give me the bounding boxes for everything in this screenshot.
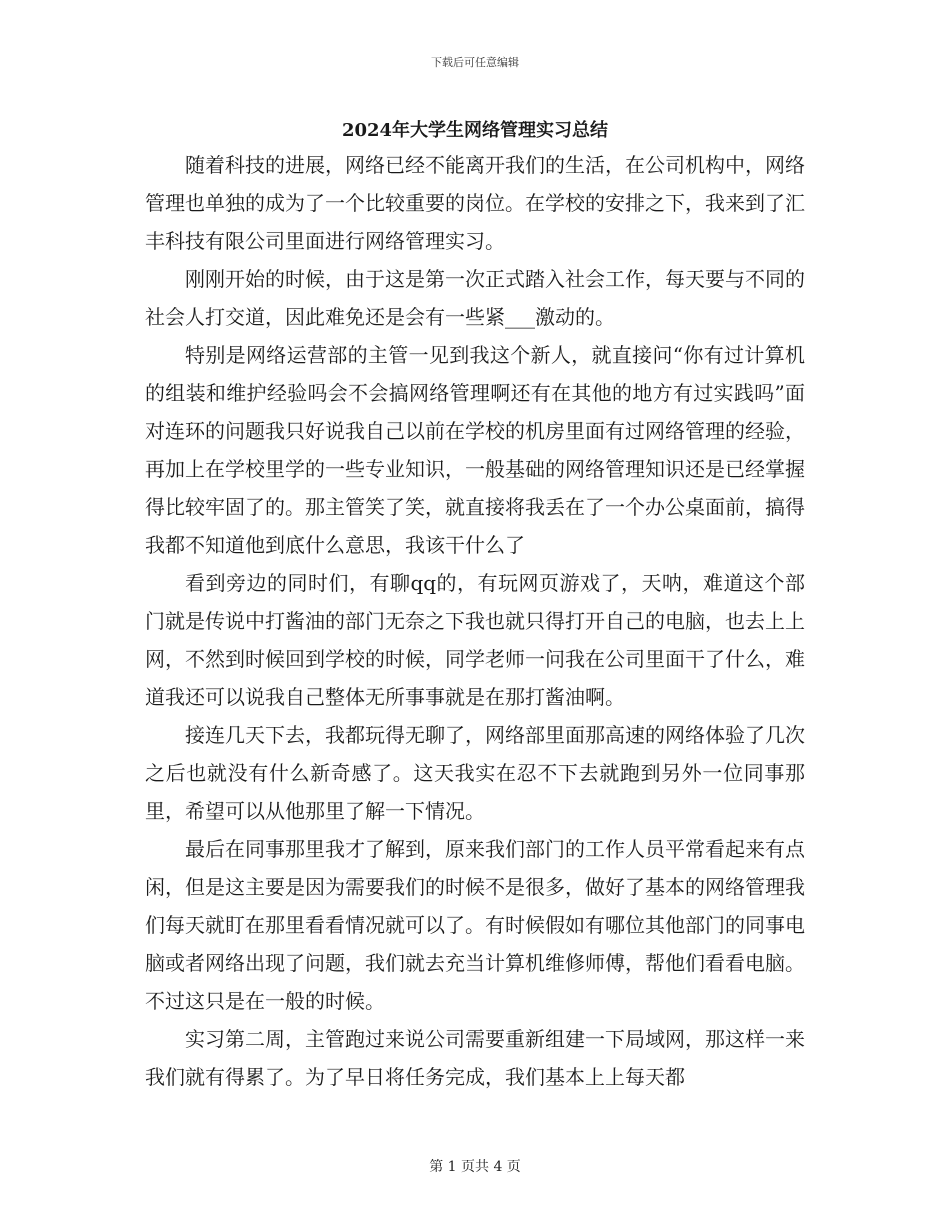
document-title: 2024年大学生网络管理实习总结 [341,120,609,141]
document-body [145,146,805,1096]
paragraph: 特别是网络运营部的主管一见到我这个新人，就直接问“你有过计算机的组装和维护经验吗会不会搞网络管理啊还有在其他的地方有过实践吗”面对连环的问题我只好说我自己以前在学校的机房里面有过网络管理的经验，再加上在学校里学的一些专业知识，一般基础的网络管理知识还是已经掌握得比较牢固了的。那主管笑了笑，就直接将我丢在了一个办公桌面前，搞得我都不知道他到底什么意思，我该干什么了 [145,343,805,557]
paragraph: 接连几天下去，我都玩得无聊了，网络部里面那高速的网络体验了几次之后也就没有什么新奇感了。这天我实在忍不下去就跑到另外一位同事那里，希望可以从他那里了解一下情况。 [145,723,805,823]
header-note: 下载后可任意编辑 [431,56,519,69]
paragraph: 刚刚开始的时候，由于这是第一次正式踏入社会工作，每天要与不同的社会人打交道，因此难免还是会有一些紧___激动的。 [145,267,805,329]
paragraph: 看到旁边的同时们，有聊qq的，有玩网页游戏了，天呐，难道这个部门就是传说中打酱油的部门无奈之下我也就只得打开自己的电脑，也去上上网，不然到时候回到学校的时候，同学老师一问我在公司里面干了什么，难道我还可以说我自己整体无所事事就是在那打酱油啊。 [145,571,805,709]
page-number-footer: 第 1 页共 4 页 [429,1159,521,1175]
paragraph: 随着科技的进展，网络已经不能离开我们的生活，在公司机构中，网络管理也单独的成为了一个比较重要的岗位。在学校的安排之下，我来到了汇丰科技有限公司里面进行网络管理实习。 [145,153,805,253]
paragraph: 实习第二周，主管跑过来说公司需要重新组建一下局域网，那这样一来我们就有得累了。为了早日将任务完成，我们基本上上每天都 [145,1027,805,1089]
paragraph: 最后在同事那里我才了解到，原来我们部门的工作人员平常看起来有点闲，但是这主要是因为需要我们的时候不是很多，做好了基本的网络管理我们每天就盯在那里看看情况就可以了。有时候假如有哪位其他部门的同事电脑或者网络出现了问题，我们就去充当计算机维修师傅，帮他们看看电脑。不过这只是在一般的时候。 [145,837,805,1013]
